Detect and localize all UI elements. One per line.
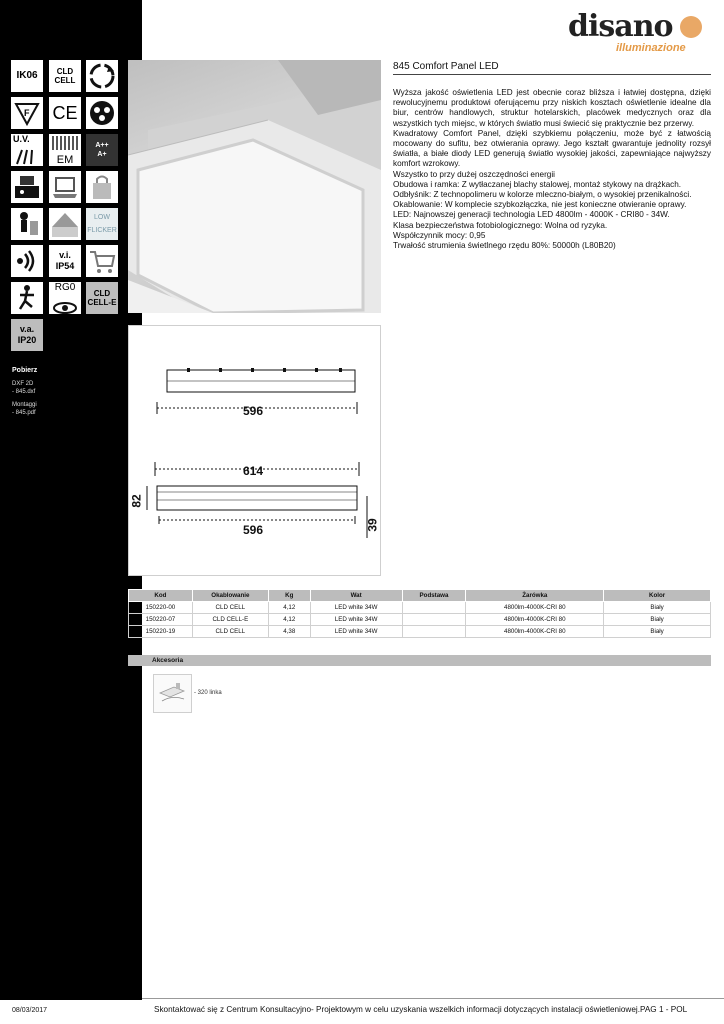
description-paragraph: LED: Najnowszej generacji technologia LED 4800lm - 4000K - CRI80 - 34W.: [393, 210, 670, 220]
cell-podstawa: [402, 626, 466, 638]
cell-podstawa: [402, 602, 466, 614]
cell-okablowanie: CLD CELL: [192, 626, 268, 638]
recycle-icon: [86, 60, 118, 92]
download-dxf-file: - 845.dxf: [12, 389, 36, 395]
brand-sub: illuminazione: [616, 42, 686, 54]
cell-wat: LED white 34W: [310, 626, 402, 638]
em-icon: [49, 134, 81, 166]
cell-kod: 150220-07: [129, 614, 193, 626]
shopping-cart-icon: [86, 245, 118, 277]
ip20-label: v.a. IP20: [17, 324, 37, 345]
description-paragraph: Okablowanie: W komplecie szybkozłączka, nie jest konieczne otwieranie oprawy.: [393, 200, 687, 210]
download-dxf-link[interactable]: [12, 380, 35, 396]
cld-cell-label: CLD CELL: [54, 67, 76, 85]
ik06-icon: [11, 60, 43, 92]
cell-kolor: Biały: [604, 614, 711, 626]
brand-dot: [680, 16, 702, 38]
laptop-icon: [49, 171, 81, 203]
description-paragraph: Odbłyśnik: Z technopolimeru w kolorze mleczno-białym, o wysokiej przenikalności.: [393, 190, 692, 200]
sidebar: [0, 0, 142, 1000]
cell-wat: LED white 34W: [310, 614, 402, 626]
dim-height: 82: [129, 494, 144, 508]
low-flicker-label: LOW FLICKER: [87, 214, 117, 234]
header-kg: Kg: [268, 590, 310, 602]
dim-depth: 39: [365, 518, 380, 532]
cell-kolor: Biały: [604, 626, 711, 638]
ip20-icon: [11, 319, 43, 351]
cld-cell-e-label: CLD CELL-E: [87, 289, 117, 307]
description-paragraph: Wyższa jakość oświetlenia LED jest obecnie coraz bliższa i łatwiej dostępna, dzięki rewolucyjnemu produktowi oferującemu przy niskich kosztach oświetlenie idealne dla biur, centrów handlowych, struktur hotelarskich, placówek medycznych oraz dla wszystkich tych miejsc, w których światło musi świecić się praktycznie bez przerwy.: [393, 88, 711, 128]
rg0-eye-icon: [49, 282, 81, 314]
footer-text: Skontaktować się z Centrum Konsultacyjno- Projektowym w celu uzyskania wszelkich informacji dotyczących instalacji oświetleniowej.PAG 1 - POL: [154, 1005, 688, 1014]
technical-drawing: [128, 325, 381, 576]
cell-okablowanie: CLD CELL: [192, 602, 268, 614]
download-title: Pobierz: [12, 367, 38, 374]
header-wat: Wat: [310, 590, 402, 602]
uv-label: U.V.: [13, 134, 30, 144]
rg0-label: RG0: [54, 282, 76, 293]
ce-mark-label: CE: [52, 103, 78, 123]
header-kolor: Kolor: [604, 590, 711, 602]
cld-cell-icon: [49, 60, 81, 92]
accessory-label[interactable]: - 320 linka: [194, 690, 222, 696]
description-paragraph: Wszystko to przy dużej oszczędności energii: [393, 169, 555, 179]
fitness-icon: [11, 282, 43, 314]
ik06-label: IK06: [16, 70, 38, 81]
description-paragraph: Współczynnik mocy: 0,95: [393, 230, 486, 240]
energy-class-icon: [86, 134, 118, 166]
product-title: 845 Comfort Panel LED: [393, 61, 499, 72]
download-pdf-link[interactable]: [12, 401, 37, 417]
cell-zarowka: 4800lm-4000K-CRI 80: [466, 614, 604, 626]
svg-text:F: F: [24, 108, 30, 118]
cell-wat: LED white 34W: [310, 602, 402, 614]
brand-logo: [568, 10, 708, 58]
header-kod: Kod: [129, 590, 193, 602]
download-pdf-label: Montaggi: [12, 402, 37, 408]
product-table: [128, 589, 711, 638]
dim-bottom-width: 596: [243, 523, 264, 537]
uv-icon: [11, 134, 43, 166]
description-paragraph: Klasa bezpieczeństwa fotobiologicznego: Wolna od ryzyka.: [393, 220, 608, 230]
hospital-icon: [11, 208, 43, 240]
office-phone-icon: [11, 171, 43, 203]
header-zarowka: Żarówka: [466, 590, 604, 602]
cell-kg: 4,12: [268, 602, 310, 614]
cell-zarowka: 4800lm-4000K-CRI 80: [466, 626, 604, 638]
accessory-image[interactable]: [153, 674, 192, 713]
led-module-icon: [86, 97, 118, 129]
download-dxf-label: DXF 2D: [12, 381, 34, 387]
em-label: EM: [56, 154, 74, 166]
header-podstawa: Podstawa: [402, 590, 466, 602]
dim-overall: 614: [243, 464, 264, 478]
accessories-header: Akcesoria: [128, 655, 711, 666]
ip54-icon: [49, 245, 81, 277]
table-row: [129, 626, 711, 638]
description-paragraph: Kwadratowy Comfort Panel, dzięki szybkiemu połączeniu, może być z łatwością mocowany do sufitu, bez otwierania oprawy. Jego kształt gwarantuje jednolity rozsył światła, a białe diody LED generują światło wysokiej jakości, zapewniające najwyższy komfort wzrokowy.: [393, 128, 711, 169]
shopping-bag-icon: [86, 171, 118, 203]
cld-cell-e-icon: [86, 282, 118, 314]
cell-kod: 150220-00: [129, 602, 193, 614]
footer-divider: [142, 998, 724, 999]
product-photo: [128, 60, 381, 313]
header-okablowanie: Okablowanie: [192, 590, 268, 602]
cell-kg: 4,12: [268, 614, 310, 626]
ip54-label: v.i. IP54: [55, 250, 75, 271]
brand-name: disano: [568, 9, 673, 44]
cell-zarowka: 4800lm-4000K-CRI 80: [466, 602, 604, 614]
cell-podstawa: [402, 614, 466, 626]
title-divider: [393, 74, 711, 75]
cell-kod: 150220-19: [129, 626, 193, 638]
ceiling-light-icon: [49, 208, 81, 240]
download-pdf-file: - 845.pdf: [12, 410, 36, 416]
description-paragraph: Obudowa i ramka: Z wytłaczanej blachy stalowej, montaż stykowy na drążkach.: [393, 179, 682, 189]
ce-mark-icon: [49, 97, 81, 129]
cell-kg: 4,38: [268, 626, 310, 638]
cell-okablowanie: CLD CELL-E: [192, 614, 268, 626]
energy-class-label: A++ A+: [95, 142, 109, 158]
dim-top-width: 596: [243, 404, 264, 418]
footer-date: 08/03/2017: [12, 1007, 48, 1014]
cell-kolor: Biały: [604, 602, 711, 614]
table-row: [129, 602, 711, 614]
product-description: [393, 88, 711, 251]
low-flicker-icon: [86, 208, 118, 240]
table-row: [129, 614, 711, 626]
table-header-row: [129, 590, 711, 602]
description-paragraph: Trwałość strumienia świetlnego rzędu 80%: 50000h (L80B20): [393, 241, 616, 251]
class-f-icon: [11, 97, 43, 129]
wireless-icon: [11, 245, 43, 277]
